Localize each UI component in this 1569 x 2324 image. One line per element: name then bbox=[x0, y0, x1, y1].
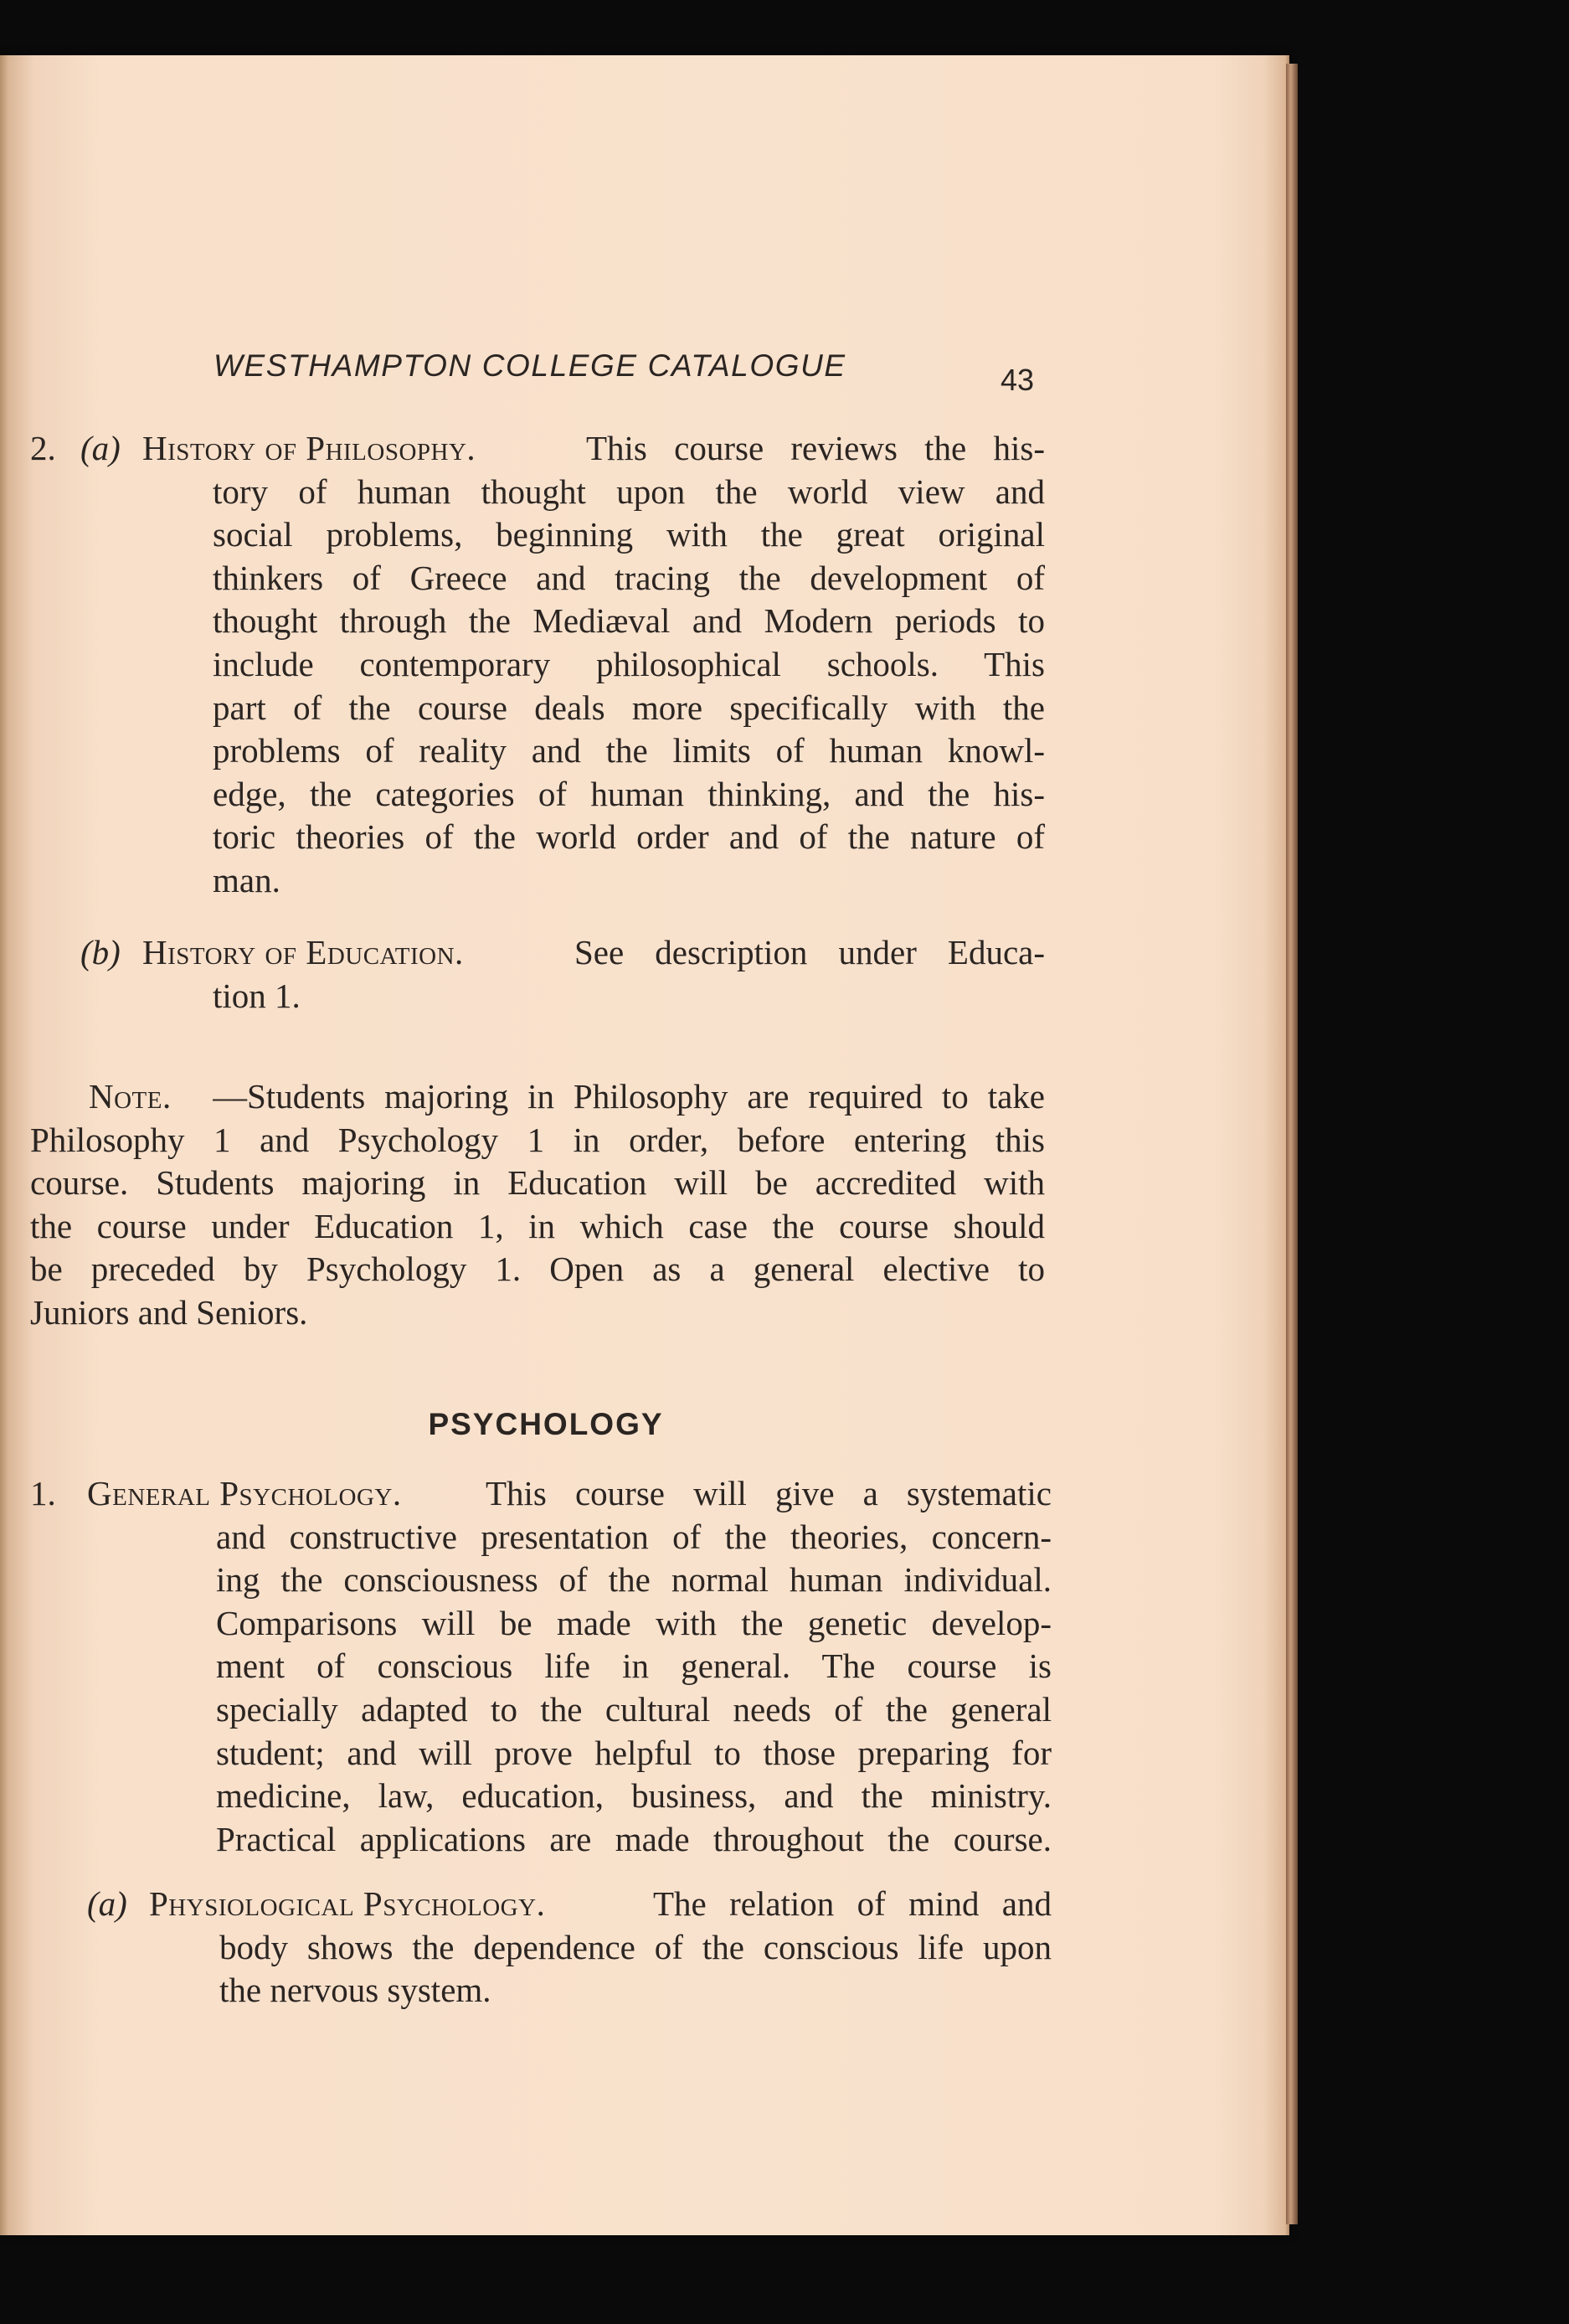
text-line: Comparisons will be made with the genetic develop- bbox=[216, 1603, 1052, 1642]
text-line: Philosophy 1 and Psychology 1 in order, before entering this bbox=[30, 1120, 1045, 1159]
text-line: tion 1. bbox=[213, 976, 301, 1015]
text-line: This course reviews the his- bbox=[586, 429, 1045, 467]
section-heading-psychology: PSYCHOLOGY bbox=[428, 1407, 664, 1441]
course-description-first-line bbox=[586, 427, 1045, 471]
course-description-physiological-psychology bbox=[219, 1926, 1052, 2012]
text-line: This course will give a systematic bbox=[486, 1474, 1052, 1512]
text-line: medicine, law, education, business, and the ministry. bbox=[216, 1776, 1052, 1816]
course-title-general-psychology: General Psychology. bbox=[87, 1474, 402, 1512]
page-edge bbox=[1286, 64, 1298, 2224]
text-line: Juniors and Seniors. bbox=[30, 1292, 308, 1332]
text-line: the nervous system. bbox=[219, 1971, 491, 2010]
text-line: be preceded by Psychology 1. Open as a general elective to bbox=[30, 1250, 1045, 1289]
note-label: Note. bbox=[89, 1077, 172, 1116]
course-title-physiological-psychology: Physiological Psychology. bbox=[149, 1884, 546, 1923]
course-description-general-psychology bbox=[216, 1516, 1052, 1862]
course-title-history-of-philosophy: History of Philosophy. bbox=[142, 429, 476, 467]
running-title: WESTHAMPTON COLLEGE CATALOGUE bbox=[213, 348, 846, 383]
text-line: See description under Educa- bbox=[574, 933, 1045, 971]
text-line: ment of conscious life in general. The course is bbox=[216, 1646, 1052, 1686]
text-line: course. Students majoring in Education will be accredited with bbox=[30, 1163, 1045, 1203]
text-line: tory of human thought upon the world view and bbox=[213, 471, 1045, 511]
text-line: problems of reality and the limits of human knowl- bbox=[213, 731, 1045, 770]
sub-label-a: (a) bbox=[87, 1884, 127, 1923]
course-description-history-of-education-cont bbox=[213, 975, 1045, 1018]
page-number: 43 bbox=[1001, 363, 1035, 397]
text-line: part of the course deals more specifically with the bbox=[213, 688, 1045, 727]
text-line: ing the consciousness of the normal human individual. bbox=[216, 1560, 1052, 1600]
text-line: edge, the categories of human thinking, and the his- bbox=[213, 774, 1045, 813]
text-line: thought through the Mediæval and Modern periods to bbox=[213, 601, 1045, 641]
text-line: thinkers of Greece and tracing the development of bbox=[213, 558, 1045, 597]
entry-number: 2. bbox=[30, 429, 56, 467]
text-line: body shows the dependence of the conscious life upon bbox=[219, 1927, 1052, 1966]
course-description-history-of-education bbox=[574, 931, 1045, 975]
course-description-history-of-philosophy bbox=[213, 471, 1045, 903]
text-line: Practical applications are made throughout the course. bbox=[216, 1819, 1052, 1858]
text-line: student; and will prove helpful to those preparing for bbox=[216, 1733, 1052, 1772]
text-line: The relation of mind and bbox=[653, 1884, 1052, 1923]
note-first-line bbox=[213, 1075, 1045, 1119]
text-line: man. bbox=[213, 860, 280, 899]
text-line: —Students majoring in Philosophy are required to take bbox=[213, 1077, 1045, 1116]
text-line: the course under Education 1, in which case the course should bbox=[30, 1206, 1045, 1245]
course-description-first-line bbox=[653, 1883, 1052, 1926]
text-line: social problems, beginning with the great original bbox=[213, 515, 1045, 554]
text-line: and constructive presentation of the theories, concern- bbox=[216, 1517, 1052, 1556]
text-line: toric theories of the world order and of the nature of bbox=[213, 817, 1045, 857]
text-line: include contemporary philosophical schools. This bbox=[213, 644, 1045, 683]
course-description-first-line bbox=[486, 1472, 1052, 1516]
course-title-history-of-education: History of Education. bbox=[142, 933, 464, 971]
note-text bbox=[30, 1119, 1045, 1335]
sub-label-b: (b) bbox=[80, 933, 121, 971]
text-line: specially adapted to the cultural needs of the general bbox=[216, 1689, 1052, 1729]
sub-label-a: (a) bbox=[80, 429, 121, 467]
entry-number: 1. bbox=[30, 1474, 56, 1512]
